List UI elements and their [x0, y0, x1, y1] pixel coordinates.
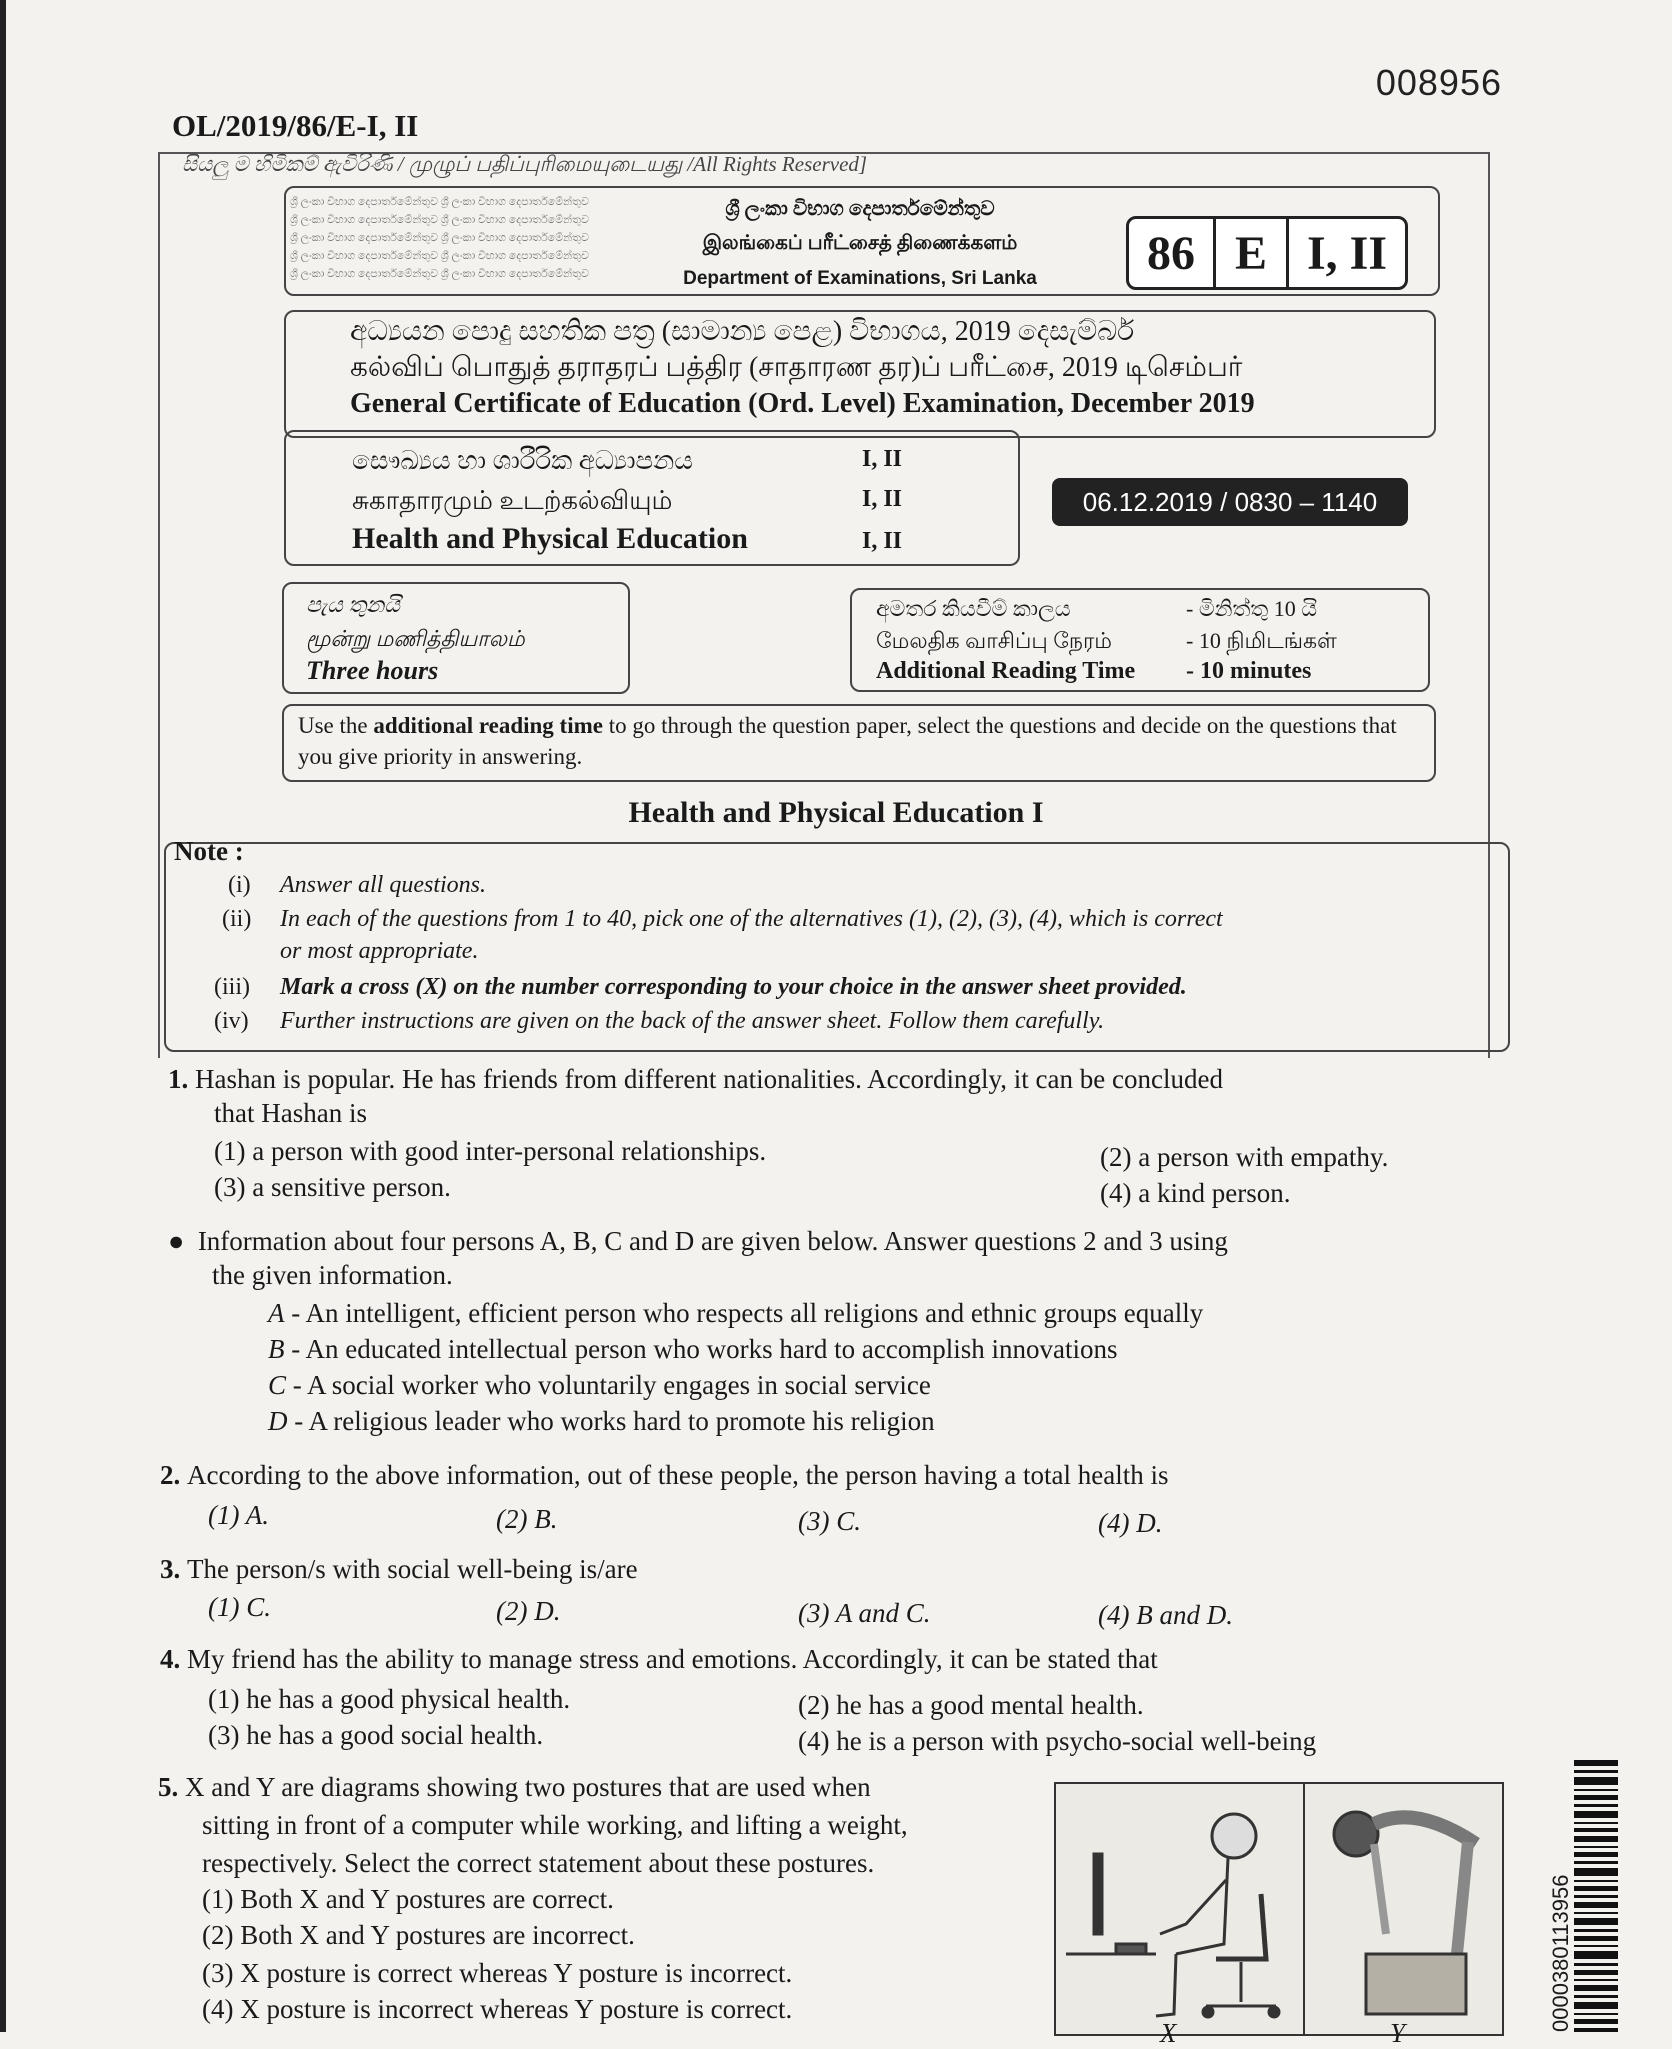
lifting-posture-illustration — [1334, 1812, 1476, 2014]
subject-name-ta: சுகாதாரமும் உடற்கல்வியும் — [352, 486, 673, 515]
q2-option-3: (3) C. — [798, 1506, 861, 1536]
exam-title-en: General Certificate of Education (Ord. Level) Examination, December 2019 — [350, 388, 1255, 419]
reading-value-en: - 10 minutes — [1186, 658, 1312, 684]
q2-option-2: (2) B. — [496, 1504, 558, 1534]
exam-title-ta: கல்விப் பொதுத் தராதரப் பத்திர (சாதாரண தர)ப் பரீட்சை, 2019 டிசெம்பர் — [350, 352, 1243, 383]
department-name-si: ශ්‍රී ලංකා විභාග දෙපාර්තමේන්තුව — [725, 198, 995, 220]
person-a: A - An intelligent, efficient person who respects all religions and ethnic groups equally — [268, 1298, 1204, 1328]
q2-option-1: (1) A. — [208, 1500, 269, 1530]
q5-option-3: (3) X posture is correct whereas Y posture is incorrect. — [202, 1958, 793, 1988]
q4-option-3: (3) he has a good social health. — [208, 1720, 544, 1750]
q4-option-2: (2) he has a good mental health. — [798, 1690, 1144, 1720]
department-name-en: Department of Examinations, Sri Lanka — [683, 268, 1037, 289]
duration-en: Three hours — [306, 656, 439, 685]
rights-reserved: සියලු ම හිමිකම් ඇවිරිණි / முழுப் பதிப்புரிமையுடையது /All Rights Reserved] — [182, 152, 868, 176]
q5-option-1: (1) Both X and Y postures are correct. — [202, 1884, 614, 1914]
question-5-text: sitting in front of a computer while working, and lifting a weight, — [202, 1810, 908, 1840]
info-intro: ● Information about four persons A, B, C and D are given below. Answer questions 2 and 3 using — [168, 1226, 1228, 1256]
watermark-line: ශ්‍රී ලංකා විභාග දෙපාර්තමේන්තුව ශ්‍රී ලංකා විභාග දෙපාර්තමේන්තුව — [290, 268, 589, 280]
subject-papers-si: I, II — [862, 446, 903, 472]
q4-option-4: (4) he is a person with psycho-social well-being — [798, 1726, 1317, 1756]
reading-label-si: අමතර කියවීම් කාලය — [876, 596, 1071, 621]
watermark-line: ශ්‍රී ලංකා විභාග දෙපාර්තමේන්තුව ශ්‍රී ලංකා විභාග දෙපාර්තමේන්තුව — [290, 250, 589, 262]
note-item: (i) Answer all questions. — [228, 872, 487, 898]
figure-label-x: X — [1160, 2018, 1177, 2048]
question-1: 1. Hashan is popular. He has friends from different nationalities. Accordingly, it can be concluded — [168, 1064, 1223, 1094]
question-1-text: that Hashan is — [214, 1098, 367, 1128]
exam-datetime: 06.12.2019 / 0830 – 1140 — [1052, 478, 1408, 526]
question-5: 5. X and Y are diagrams showing two postures that are used when — [158, 1772, 871, 1802]
language-code: E — [1216, 219, 1289, 287]
bullet-icon: ● — [168, 1226, 185, 1256]
note-item: (ii) In each of the questions from 1 to 40, pick one of the alternatives (1), (2), (3), (4), which is correct — [222, 906, 1223, 932]
paper-code: OL/2019/86/E-I, II — [172, 108, 419, 143]
q5-option-4: (4) X posture is incorrect whereas Y posture is correct. — [202, 1994, 793, 2024]
question-5-text: respectively. Select the correct statement about these postures. — [202, 1848, 875, 1878]
q2-option-4: (4) D. — [1098, 1508, 1163, 1538]
q3-option-2: (2) D. — [496, 1596, 561, 1626]
page-edge — [0, 0, 6, 2032]
question-2: 2. According to the above information, out of these people, the person having a total health is — [160, 1460, 1169, 1490]
reading-value-si: - මිනිත්තු 10 යි — [1186, 596, 1318, 621]
q1-option-1: (1) a person with good inter-personal relationships. — [214, 1136, 767, 1166]
watermark-line: ශ්‍රී ලංකා විභාග දෙපාර්තමේන්තුව ශ්‍රී ලංකා විභාග දෙපාර්තමේන්තුව — [290, 214, 589, 226]
seated-posture-illustration — [1066, 1814, 1279, 2017]
note-item: (iii) Mark a cross (X) on the number corresponding to your choice in the answer sheet provided. — [214, 974, 1187, 1000]
subject-name-si: සෞඛ්‍යය හා ශාරීරික අධ්‍යාපනය — [352, 446, 693, 475]
serial-number: 008956 — [1375, 62, 1502, 103]
reading-label-ta: மேலதிக வாசிப்பு நேரம் — [876, 628, 1113, 653]
q4-option-1: (1) he has a good physical health. — [208, 1684, 571, 1714]
person-c: C - A social worker who voluntarily engages in social service — [268, 1370, 931, 1400]
watermark-line: ශ්‍රී ලංකා විභාග දෙපාර්තමේන්තුව ශ්‍රී ලංකා විභාග දෙපාර්තමේන්තුව — [290, 196, 589, 208]
subject-papers-en: I, II — [862, 528, 903, 554]
note-item: or most appropriate. — [280, 938, 479, 964]
barcode-image — [1574, 1760, 1618, 2032]
note-item: (iv) Further instructions are given on the back of the answer sheet. Follow them carefully. — [214, 1008, 1105, 1034]
info-intro-text: the given information. — [212, 1260, 453, 1290]
subject-code: 86 — [1129, 219, 1216, 287]
q3-option-1: (1) C. — [208, 1592, 271, 1622]
q1-option-4: (4) a kind person. — [1100, 1178, 1291, 1208]
reading-instruction: Use the additional reading time to go through the question paper, select the questions and decide on the questions that you give priority in answering. — [298, 713, 1397, 769]
person-b: B - An educated intellectual person who works hard to accomplish innovations — [268, 1334, 1118, 1364]
duration-ta: மூன்று மணித்தியாலம் — [306, 626, 525, 651]
subject-papers-ta: I, II — [862, 486, 903, 512]
posture-diagram — [1056, 1784, 1502, 2034]
reading-label-en: Additional Reading Time — [876, 658, 1136, 684]
barcode-number: 0000380113956 — [1548, 1874, 1573, 2032]
subject-code-badge — [1126, 216, 1408, 290]
note-heading: Note : — [174, 836, 244, 866]
q3-option-3: (3) A and C. — [798, 1598, 931, 1628]
exam-title-si: අධ්‍යයන පොදු සහතික පත්‍ර (සාමාන්‍ය පෙළ) විභාගය, 2019 දෙසැම්බර් — [350, 316, 1135, 347]
q3-option-4: (4) B and D. — [1098, 1600, 1233, 1630]
posture-figure — [1054, 1782, 1504, 2036]
paper-numbers: I, II — [1306, 226, 1388, 280]
q1-option-2: (2) a person with empathy. — [1100, 1142, 1389, 1172]
duration-si: පැය තුනයි — [306, 592, 400, 617]
q5-option-2: (2) Both X and Y postures are incorrect. — [202, 1920, 635, 1950]
figure-label-y: Y — [1390, 2018, 1406, 2048]
question-3: 3. The person/s with social well-being is/are — [160, 1554, 638, 1584]
reading-value-ta: - 10 நிமிடங்கள் — [1186, 628, 1337, 653]
person-d: D - A religious leader who works hard to promote his religion — [268, 1406, 935, 1436]
question-4: 4. My friend has the ability to manage stress and emotions. Accordingly, it can be stated that — [160, 1644, 1158, 1674]
watermark-line: ශ්‍රී ලංකා විභාග දෙපාර්තමේන්තුව ශ්‍රී ලංකා විභාග දෙපාර්තමේන්තුව — [290, 232, 589, 244]
department-name-ta: இலங்கைப் பரீட்சைத் திணைக்களம் — [702, 232, 1018, 254]
subject-name-en: Health and Physical Education — [352, 522, 748, 555]
paper-title: Health and Physical Education I — [628, 796, 1044, 829]
q1-option-3: (3) a sensitive person. — [214, 1172, 451, 1202]
